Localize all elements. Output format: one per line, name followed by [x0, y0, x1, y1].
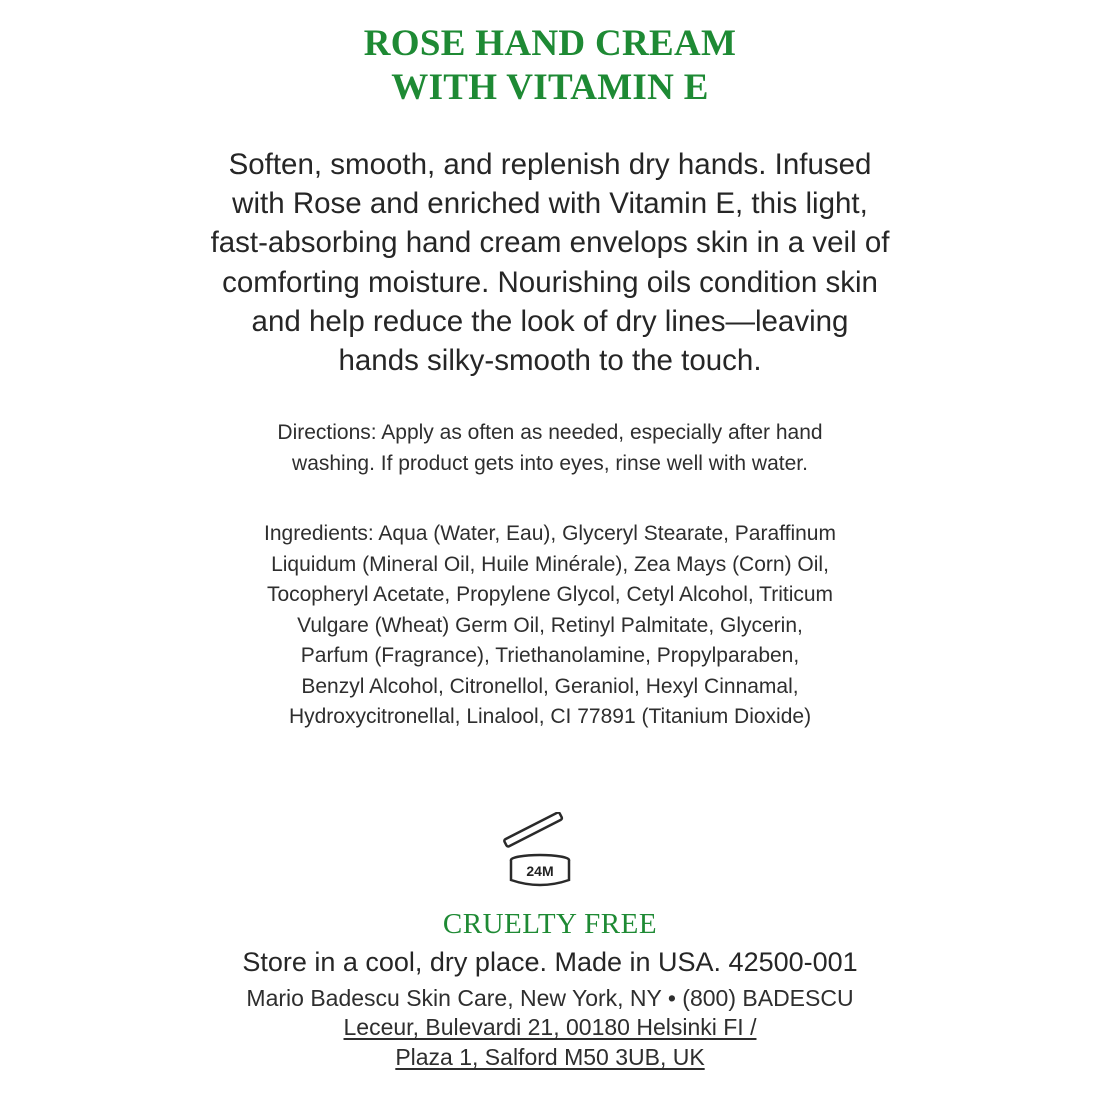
- eu-uk-address: [0, 1012, 1100, 1072]
- cruelty-free-label: CRUELTY FREE: [442, 908, 658, 940]
- ingredients-line: Liquidum (Mineral Oil, Huile Minérale), Zea Mays (Corn) Oil,: [271, 552, 829, 576]
- description-line: and help reduce the look of dry lines—leaving: [251, 304, 849, 338]
- storage-info: Store in a cool, dry place. Made in USA. 42500-001: [242, 947, 858, 977]
- directions-text: [150, 417, 950, 479]
- period-after-opening-symbol: [500, 812, 580, 892]
- product-title-line-1: ROSE HAND CREAM: [363, 23, 737, 64]
- pao-label: 24M: [526, 863, 554, 879]
- ingredients-line: Benzyl Alcohol, Citronellol, Geraniol, Hexyl Cinnamal,: [301, 674, 799, 698]
- company-info: Mario Badescu Skin Care, New York, NY • (800) BADESCU: [246, 985, 854, 1011]
- product-title: [0, 22, 1100, 110]
- directions-line: washing. If product gets into eyes, rinse well with water.: [292, 452, 808, 475]
- ingredients-line: Vulgare (Wheat) Germ Oil, Retinyl Palmitate, Glycerin,: [297, 613, 803, 637]
- description-line: hands silky-smooth to the touch.: [338, 344, 762, 378]
- open-jar-icon: [500, 812, 580, 892]
- address-line: Leceur, Bulevardi 21, 00180 Helsinki FI /: [343, 1014, 757, 1040]
- description-line: Soften, smooth, and replenish dry hands. Infused: [228, 148, 872, 181]
- product-title-line-2: WITH VITAMIN E: [391, 67, 709, 108]
- ingredients-list: [150, 519, 950, 733]
- address-line: Plaza 1, Salford M50 3UB, UK: [395, 1044, 705, 1070]
- ingredients-line: Parfum (Fragrance), Triethanolamine, Propylparaben,: [300, 644, 800, 667]
- description-line: fast-absorbing hand cream envelops skin in a veil of: [210, 226, 890, 260]
- ingredients-line: Tocopheryl Acetate, Propylene Glycol, Cetyl Alcohol, Triticum: [266, 583, 834, 606]
- ingredients-line: Ingredients: Aqua (Water, Eau), Glyceryl Stearate, Paraffinum: [264, 522, 836, 545]
- directions-line: Directions: Apply as often as needed, especially after hand: [277, 421, 823, 444]
- description-line: with Rose and enriched with Vitamin E, this light,: [232, 187, 868, 221]
- ingredients-line: Hydroxycitronellal, Linalool, CI 77891 (Titanium Dioxide): [288, 705, 812, 728]
- product-description: [150, 145, 950, 380]
- description-line: comforting moisture. Nourishing oils condition skin: [222, 265, 878, 299]
